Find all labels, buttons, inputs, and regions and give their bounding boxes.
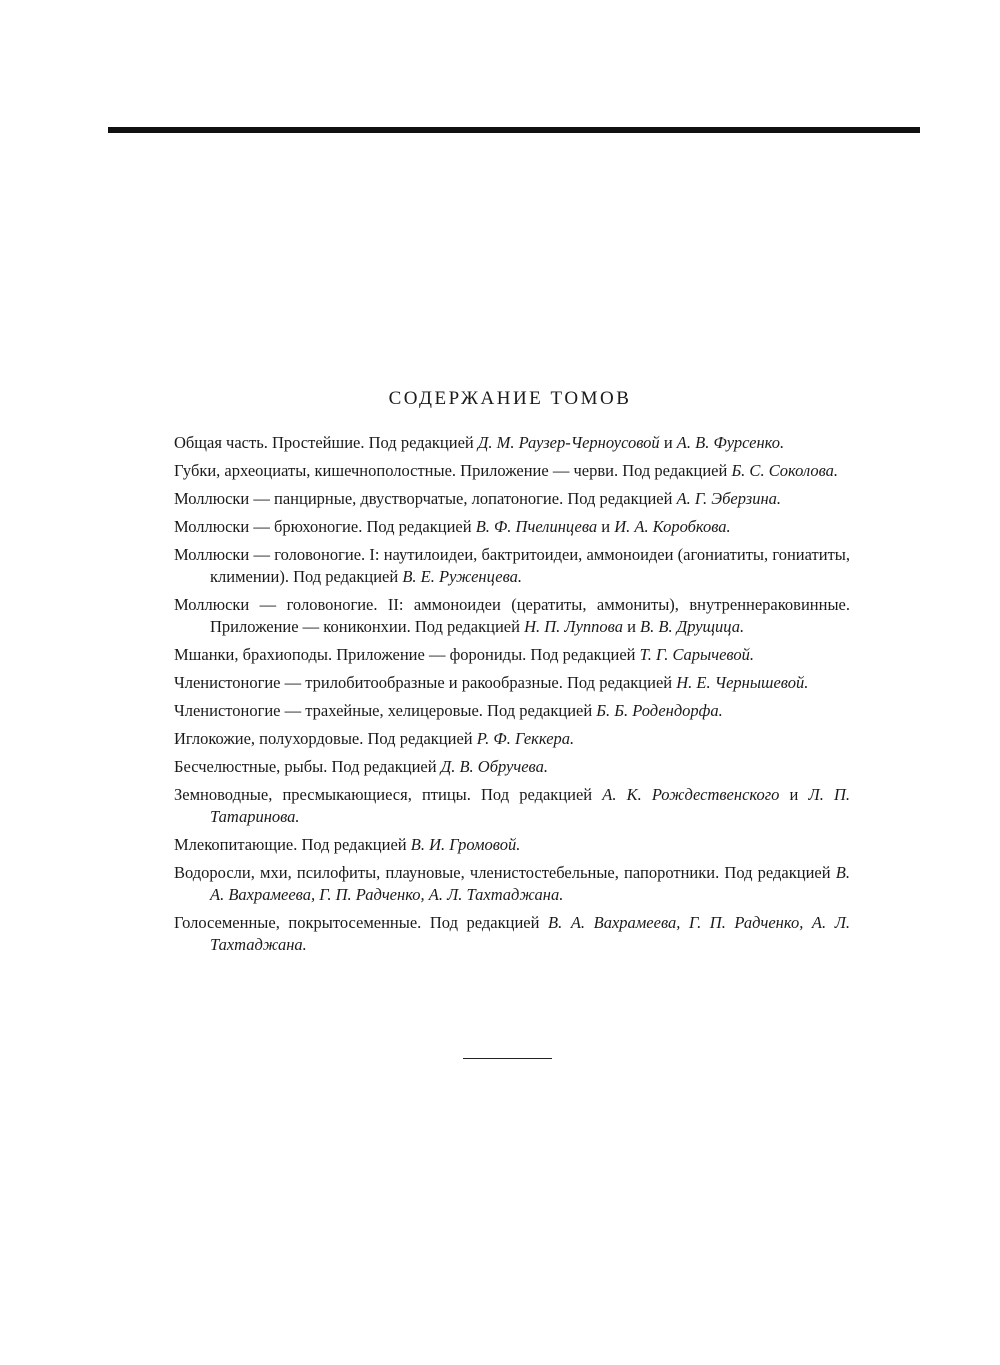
entry-conj: и [779,785,809,804]
entry-editors: В. Ф. Пчелинцева [475,517,598,536]
entry-text: Моллюски — головоногие. II: аммоноидеи (цератиты, аммониты), внутреннераковинные. Приложение — кониконхии. Под редакцией [174,595,850,636]
entry-editors: А. К. Рождественского [602,785,780,804]
list-item [174,644,850,666]
entry-text: Земноводные, пресмыкающиеся, птицы. Под редакцией [174,785,603,804]
list-item [174,728,850,750]
list-item [174,862,850,906]
entry-editors: В. А. Вахрамеева, Г. П. Радченко, А. Л. Тахтаджана. [210,863,850,904]
entry-editors: В. И. Громовой. [410,835,521,854]
entry-editors: Д. В. Обручева. [440,757,548,776]
entry-editors2: В. В. Друщица. [640,617,745,636]
contents-list [174,432,850,962]
list-item [174,834,850,856]
entry-editors: А. Г. Эберзина. [676,489,782,508]
list-item [174,784,850,828]
entry-text: Млекопитающие. Под редакцией [174,835,411,854]
entry-text: Мшанки, брахиоподы. Приложение — форониды. Под редакцией [174,645,640,664]
entry-editors: Н. П. Луппова [524,617,623,636]
entry-text: Моллюски — панцирные, двустворчатые, лопатоногие. Под редакцией [174,489,677,508]
entry-conj: и [597,517,615,536]
list-item [174,672,850,694]
list-item [174,432,850,454]
list-item [174,488,850,510]
page-title: СОДЕРЖАНИЕ ТОМОВ [388,387,632,409]
list-item [174,912,850,956]
entry-conj: и [622,617,641,636]
entry-editors: Т. Г. Сарычевой. [639,645,754,664]
entry-conj: и [659,433,677,452]
entry-editors2: И. А. Коробкова. [614,517,731,536]
bottom-rule [463,1058,552,1059]
list-item [174,756,850,778]
top-rule [108,127,920,133]
list-item [174,544,850,588]
entry-text: Моллюски — брюхоногие. Под редакцией [174,517,476,536]
entry-text: Моллюски — головоногие. I: наутилоидеи, бактритоидеи, аммоноидеи (агониатиты, гониатиты, климении). Под редакцией [174,545,850,586]
entry-text: Губки, археоциаты, кишечнополостные. Приложение — черви. Под редакцией [174,461,732,480]
entry-editors: Б. Б. Родендорфа. [596,701,723,720]
entry-editors: Н. Е. Чернышевой. [676,673,809,692]
entry-editors2: А. В. Фурсенко. [676,433,785,452]
entry-editors: Р. Ф. Геккера. [476,729,575,748]
entry-text: Водоросли, мхи, псилофиты, плауновые, членистостебельные, папоротники. Под редакцией [174,863,836,882]
entry-editors: В. Е. Руженцева. [402,567,523,586]
list-item [174,594,850,638]
entry-text: Бесчелюстные, рыбы. Под редакцией [174,757,441,776]
entry-text: Голосеменные, покрытосеменные. Под редакцией [174,913,549,932]
entry-editors: В. А. Вахрамеева, Г. П. Радченко, А. Л. Тахтаджана. [210,913,850,954]
entry-text: Членистоногие — трахейные, хелицеровые. Под редакцией [174,701,597,720]
entry-editors2: Л. П. Татаринова. [210,785,850,826]
list-item [174,460,850,482]
entry-editors: Д. М. Раузер-Черноусовой [477,433,660,452]
list-item [174,516,850,538]
entry-text: Иглокожие, полухордовые. Под редакцией [174,729,477,748]
entry-text: Членистоногие — трилобитообразные и ракообразные. Под редакцией [174,673,677,692]
entry-editors: Б. С. Соколова. [731,461,839,480]
entry-text: Общая часть. Простейшие. Под редакцией [174,433,478,452]
list-item [174,700,850,722]
